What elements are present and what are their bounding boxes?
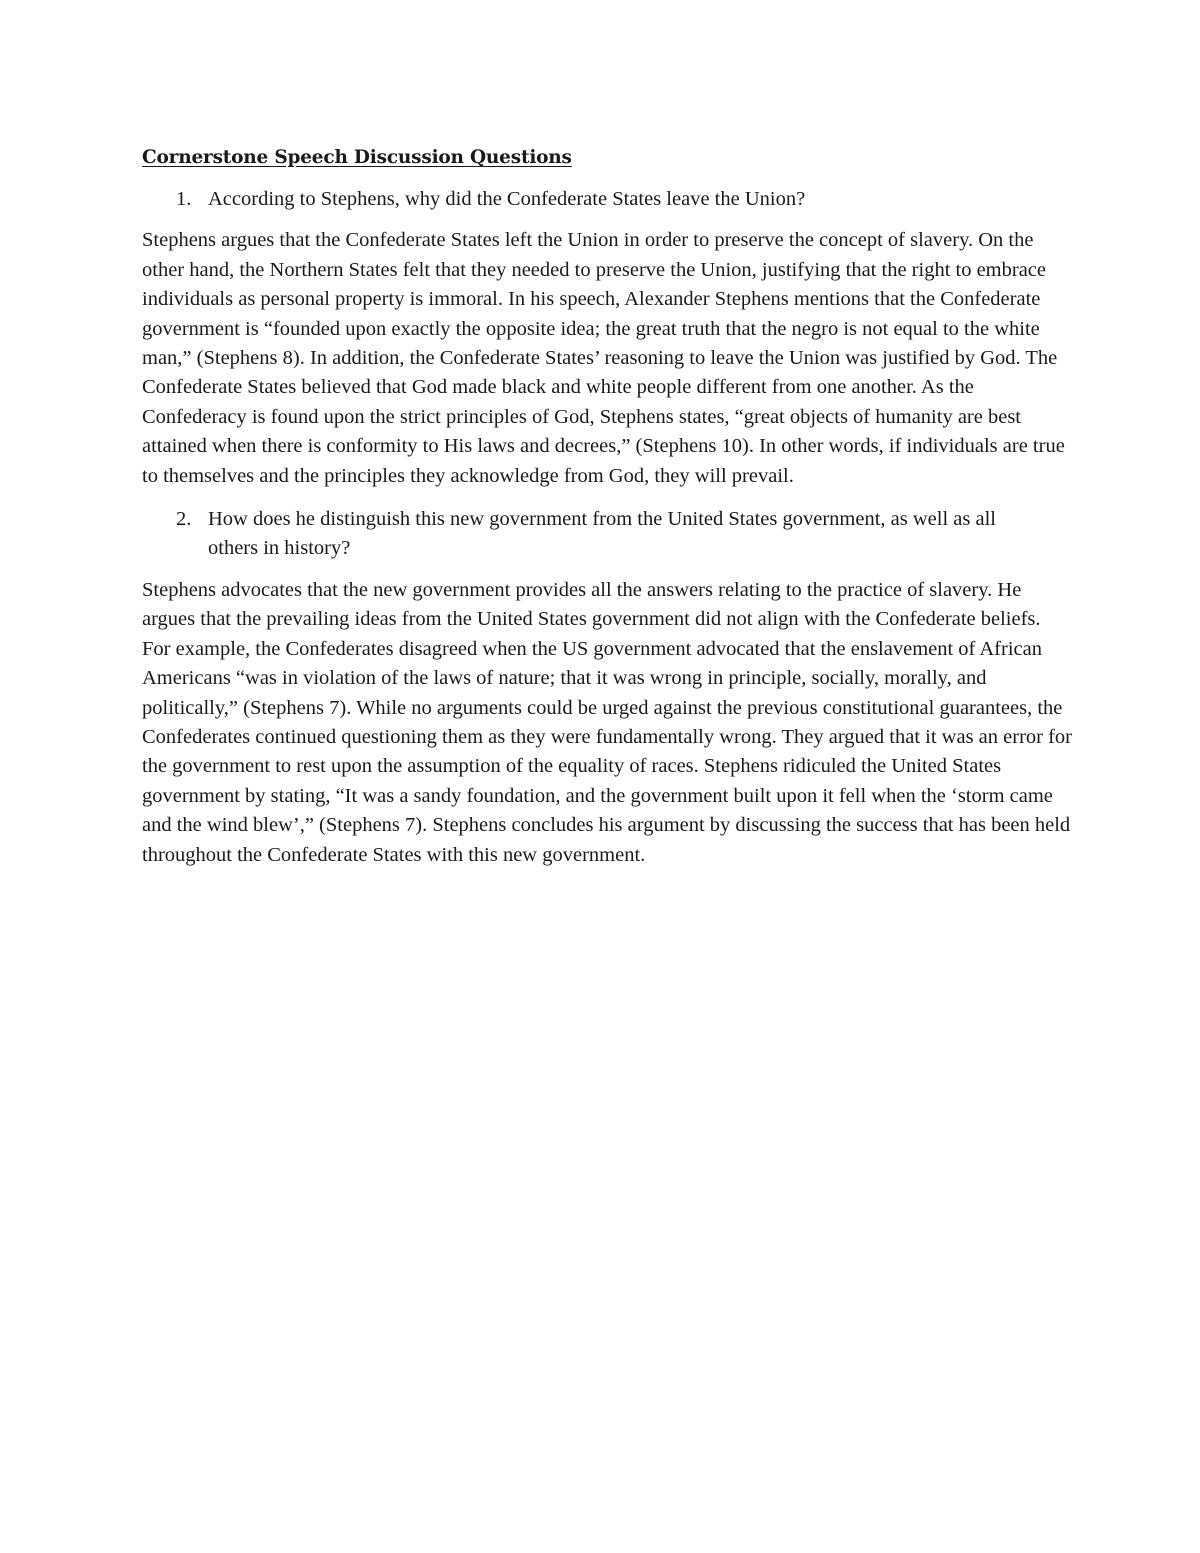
question-1 [142,185,1072,214]
document-body [142,143,1072,884]
answer-2: Stephens advocates that the new government provides all the answers relating to the practice of slavery. He argues that the prevailing ideas from the United States government did not align with the Confederate beliefs. For example, the Confederates disagreed when the US government advocated that the enslavement of African Americans “was in violation of the laws of nature; that it was wrong in principle, socially, morally, and politically,” (Stephens 7). While no arguments could be urged against the previous constitutional guarantees, the Confederates continued questioning them as they were fundamentally wrong. They argued that it was an error for the government to rest upon the assumption of the equality of races. Stephens ridiculed the United States government by stating, “It was a sandy foundation, and the government built upon it fell when the ‘storm came and the wind blew’,” (Stephens 7). Stephens concludes his argument by discussing the success that has been held throughout the Confederate States with this new government. [142,578,1072,866]
question-number: 1. [176,188,192,210]
question-number: 2. [176,508,192,531]
answer-1: Stephens argues that the Confederate States left the Union in order to preserve the concept of slavery. On the other hand, the Northern States felt that they needed to preserve the Union, justifying that the right to embrace individuals as personal property is immoral. In his speech, Alexander Stephens mentions that the Confederate government is “founded upon exactly the opposite idea; the great truth that the negro is not equal to the white man,” (Stephens 8). In addition, the Confederate States’ reasoning to leave the Union was justified by God. The Confederate States believed that God made black and white people different from one another. As the Confederacy is found upon the strict principles of God, Stephens states, “great objects of humanity are best attained when there is conformity to His laws and decrees,” (Stephens 10). In other words, if individuals are true to themselves and the principles they acknowledge from God, they will prevail. [142,229,1065,487]
question-2 [142,505,1072,564]
document-title: Cornerstone Speech Discussion Questions [142,147,572,168]
question-text: According to Stephens, why did the Confederate States leave the Union? [208,188,806,210]
question-text: How does he distinguish this new government from the United States government, as well as all others in history? [208,508,996,560]
